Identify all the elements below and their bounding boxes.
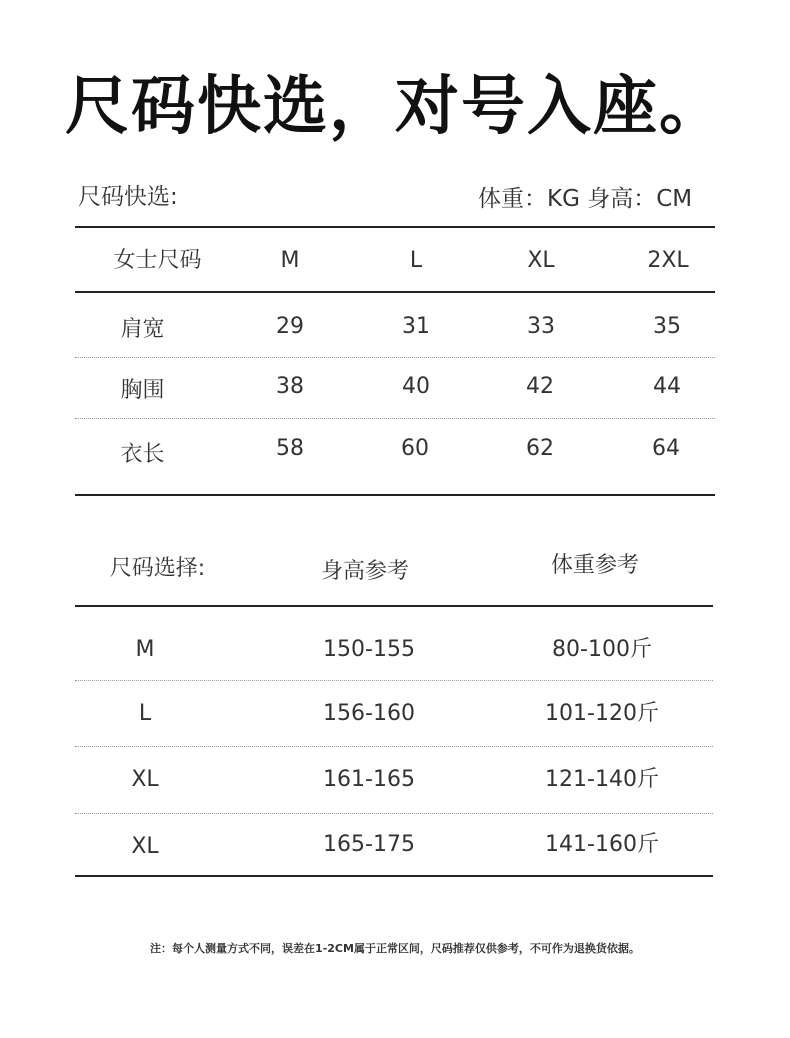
size-cell: XL: [131, 834, 159, 859]
disclaimer-note: 注：每个人测量方式不同，误差在1-2CM属于正常区间，尺码推荐仅供参考，不可作为退换货依据。: [150, 942, 640, 955]
size-column-header: 2XL: [647, 248, 689, 273]
table-cell: 33: [527, 314, 555, 339]
table-cell: 38: [276, 374, 304, 399]
table1-row-divider: [75, 418, 715, 419]
height-reference-header: 身高参考: [320, 559, 409, 584]
weight-cell: 80-100斤: [552, 637, 652, 662]
table-cell: 31: [402, 314, 430, 339]
units-label: 体重：KG 身高：CM: [478, 186, 693, 212]
table2-row-divider: [75, 680, 713, 681]
table-cell: 40: [402, 374, 430, 399]
table-cell: 60: [401, 436, 429, 461]
weight-cell: 141-160斤: [545, 832, 659, 857]
size-cell: XL: [131, 767, 159, 792]
table1-header-rule: [75, 291, 715, 293]
table-cell: 29: [276, 314, 304, 339]
weight-reference-header: 体重参考: [550, 553, 639, 578]
table-cell: 64: [652, 436, 680, 461]
row-label-length: 衣长: [120, 442, 165, 467]
page-title: 尺码快选，对号入座。: [65, 70, 725, 144]
table2-row-divider: [75, 813, 713, 814]
size-quick-select-label: 尺码快选:: [78, 184, 178, 210]
height-cell: 156-160: [323, 701, 415, 726]
height-cell: 150-155: [323, 637, 415, 662]
row-label-shoulder: 肩宽: [120, 317, 165, 342]
table-cell: 44: [653, 374, 681, 399]
size-column-header: M: [280, 248, 300, 273]
weight-cell: 101-120斤: [545, 701, 659, 726]
table1-top-rule: [75, 226, 715, 228]
table1-bottom-rule: [75, 494, 715, 496]
size-select-label: 尺码选择:: [109, 556, 206, 581]
table-cell: 42: [526, 374, 554, 399]
size-cell: L: [138, 701, 152, 726]
size-column-header: L: [409, 248, 423, 273]
size-column-header: XL: [527, 248, 555, 273]
size-cell: M: [135, 637, 155, 662]
table2-bottom-rule: [75, 875, 713, 877]
table-cell: 35: [653, 314, 681, 339]
weight-cell: 121-140斤: [545, 767, 659, 792]
size-header-label: 女士尺码: [113, 248, 202, 273]
table-cell: 58: [276, 436, 304, 461]
height-cell: 165-175: [323, 832, 415, 857]
table-cell: 62: [526, 436, 554, 461]
table2-row-divider: [75, 746, 713, 747]
table1-row-divider: [75, 357, 715, 358]
table2-top-rule: [75, 605, 713, 607]
height-cell: 161-165: [323, 767, 415, 792]
row-label-chest: 胸围: [120, 378, 165, 403]
